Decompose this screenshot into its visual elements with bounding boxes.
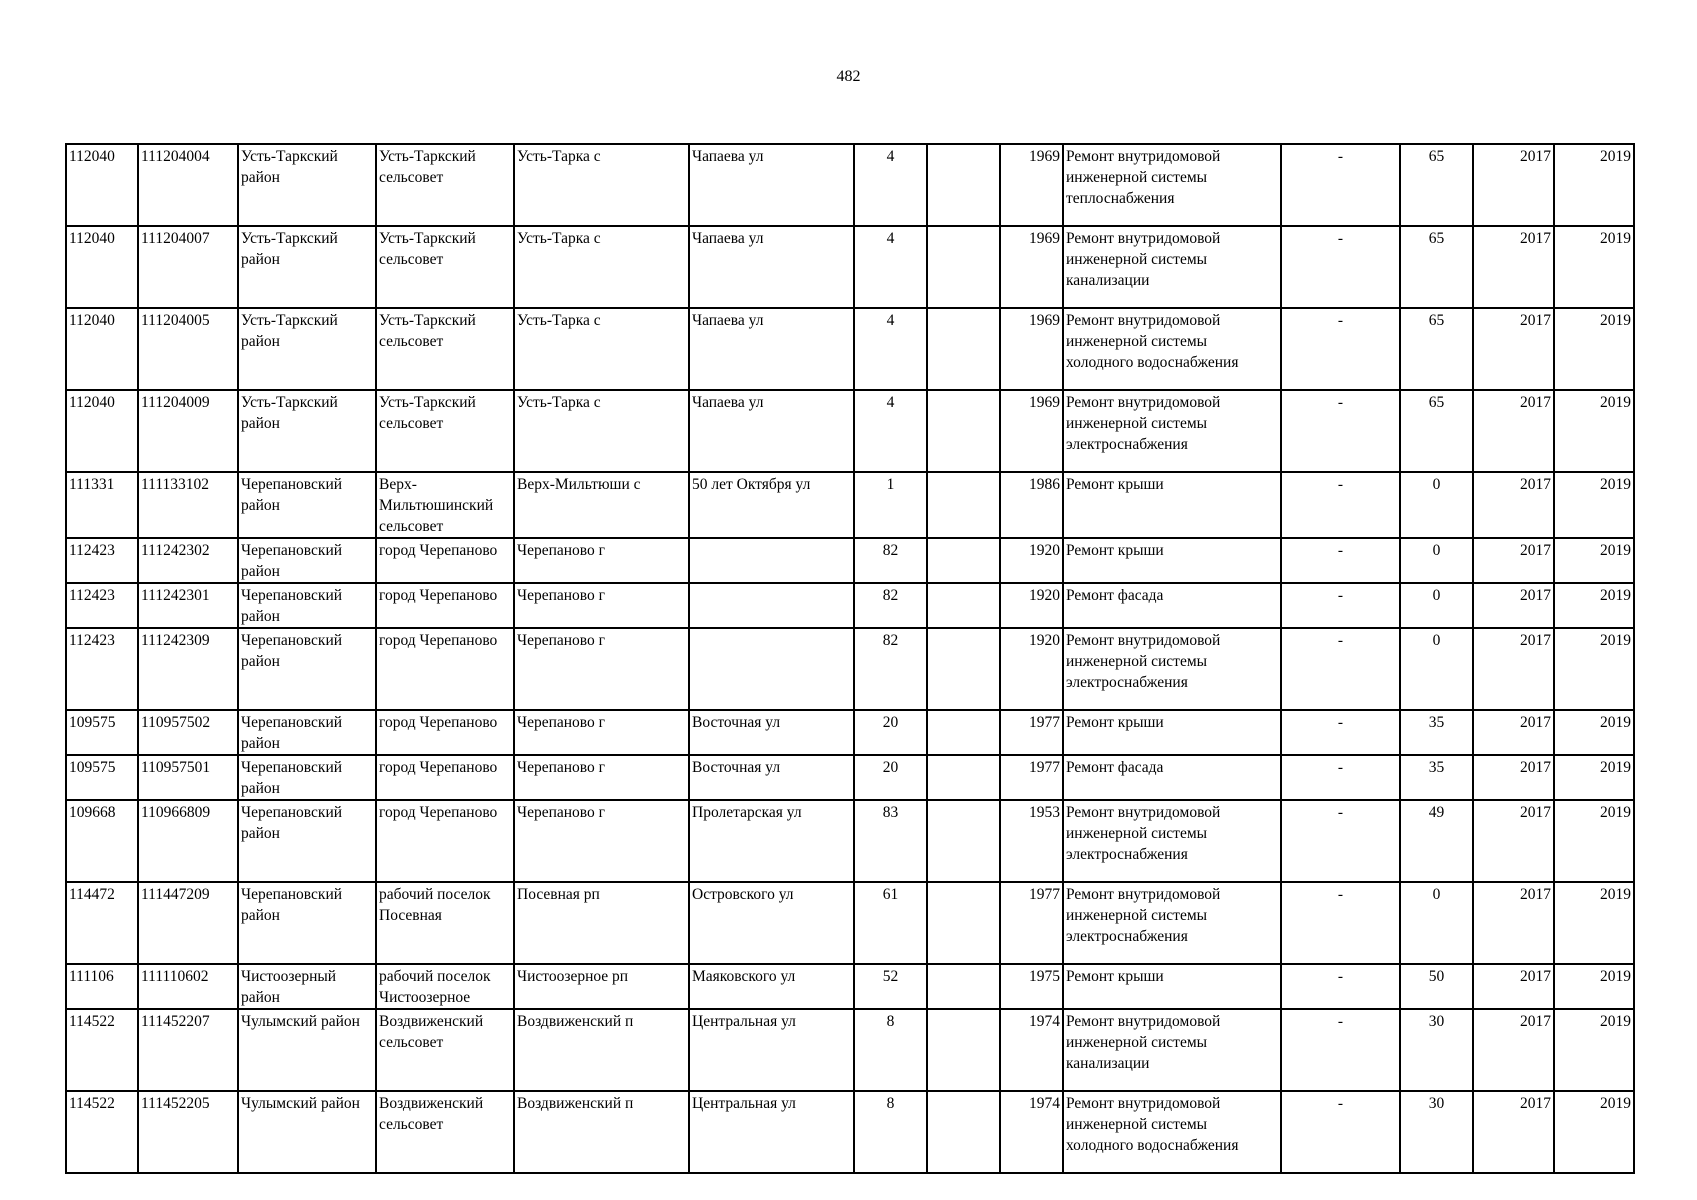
cell-house: 4 [854, 144, 927, 226]
cell-id: 111110602 [138, 964, 238, 1009]
cell-house: 61 [854, 882, 927, 964]
cell-street: Чапаева ул [689, 226, 854, 308]
cell-street: Чапаева ул [689, 308, 854, 390]
cell-year-end: 2019 [1554, 882, 1634, 964]
cell-house: 20 [854, 755, 927, 800]
cell-wear: 0 [1400, 628, 1473, 710]
cell-year-built: 1974 [1000, 1009, 1063, 1091]
cell-dash: - [1281, 144, 1400, 226]
cell-id: 111204004 [138, 144, 238, 226]
cell-work-type: Ремонт внутридомовой инженерной системы электроснабжения [1063, 882, 1281, 964]
cell-year-end: 2019 [1554, 1009, 1634, 1091]
cell-id: 111452207 [138, 1009, 238, 1091]
cell-dash: - [1281, 538, 1400, 583]
cell-building [927, 308, 1000, 390]
cell-street: 50 лет Октября ул [689, 472, 854, 538]
cell-wear: 50 [1400, 964, 1473, 1009]
cell-house: 82 [854, 583, 927, 628]
cell-id: 111452205 [138, 1091, 238, 1173]
cell-municipality: город Черепаново [376, 628, 514, 710]
cell-code: 112040 [66, 226, 138, 308]
cell-house: 82 [854, 538, 927, 583]
cell-year-start: 2017 [1473, 583, 1554, 628]
cell-code: 112423 [66, 583, 138, 628]
cell-dash: - [1281, 1009, 1400, 1091]
cell-dash: - [1281, 390, 1400, 472]
cell-work-type: Ремонт внутридомовой инженерной системы канализации [1063, 1009, 1281, 1091]
table-row [66, 800, 1634, 882]
table-row [66, 472, 1634, 538]
table-row [66, 1091, 1634, 1173]
cell-wear: 65 [1400, 308, 1473, 390]
cell-house: 82 [854, 628, 927, 710]
cell-settlement: Черепаново г [514, 800, 689, 882]
cell-street: Островского ул [689, 882, 854, 964]
cell-settlement: Усть-Тарка с [514, 226, 689, 308]
table-row [66, 964, 1634, 1009]
cell-settlement: Черепаново г [514, 755, 689, 800]
cell-municipality: город Черепаново [376, 538, 514, 583]
cell-work-type: Ремонт внутридомовой инженерной системы холодного водоснабжения [1063, 308, 1281, 390]
cell-dash: - [1281, 1091, 1400, 1173]
cell-municipality: Верх-Мильтюшинский сельсовет [376, 472, 514, 538]
cell-wear: 65 [1400, 144, 1473, 226]
cell-house: 8 [854, 1091, 927, 1173]
cell-work-type: Ремонт внутридомовой инженерной системы холодного водоснабжения [1063, 1091, 1281, 1173]
cell-district: Черепановский район [238, 583, 376, 628]
cell-work-type: Ремонт крыши [1063, 538, 1281, 583]
cell-settlement: Черепаново г [514, 583, 689, 628]
cell-code: 109575 [66, 710, 138, 755]
cell-settlement: Усть-Тарка с [514, 308, 689, 390]
cell-year-start: 2017 [1473, 964, 1554, 1009]
cell-code: 114522 [66, 1091, 138, 1173]
cell-year-start: 2017 [1473, 144, 1554, 226]
cell-municipality: Усть-Таркский сельсовет [376, 308, 514, 390]
cell-work-type: Ремонт крыши [1063, 710, 1281, 755]
cell-id: 111133102 [138, 472, 238, 538]
cell-year-end: 2019 [1554, 308, 1634, 390]
cell-building [927, 144, 1000, 226]
cell-wear: 30 [1400, 1091, 1473, 1173]
cell-municipality: город Черепаново [376, 755, 514, 800]
cell-id: 111242309 [138, 628, 238, 710]
cell-code: 111331 [66, 472, 138, 538]
cell-street: Чапаева ул [689, 390, 854, 472]
cell-year-start: 2017 [1473, 882, 1554, 964]
cell-work-type: Ремонт крыши [1063, 964, 1281, 1009]
cell-year-end: 2019 [1554, 710, 1634, 755]
cell-year-built: 1986 [1000, 472, 1063, 538]
cell-settlement: Усть-Тарка с [514, 390, 689, 472]
cell-id: 110966809 [138, 800, 238, 882]
cell-street: Маяковского ул [689, 964, 854, 1009]
cell-year-built: 1920 [1000, 583, 1063, 628]
cell-year-end: 2019 [1554, 390, 1634, 472]
cell-street: Чапаева ул [689, 144, 854, 226]
cell-district: Усть-Таркский район [238, 390, 376, 472]
table-row [66, 308, 1634, 390]
cell-district: Усть-Таркский район [238, 144, 376, 226]
cell-year-built: 1920 [1000, 628, 1063, 710]
cell-id: 111204005 [138, 308, 238, 390]
cell-year-built: 1953 [1000, 800, 1063, 882]
cell-municipality: Усть-Таркский сельсовет [376, 390, 514, 472]
cell-wear: 30 [1400, 1009, 1473, 1091]
cell-house: 4 [854, 308, 927, 390]
cell-house: 8 [854, 1009, 927, 1091]
cell-district: Усть-Таркский район [238, 308, 376, 390]
cell-year-start: 2017 [1473, 628, 1554, 710]
cell-house: 83 [854, 800, 927, 882]
cell-street [689, 628, 854, 710]
cell-settlement: Воздвиженский п [514, 1091, 689, 1173]
cell-code: 112040 [66, 390, 138, 472]
table-row [66, 538, 1634, 583]
cell-dash: - [1281, 226, 1400, 308]
cell-year-built: 1975 [1000, 964, 1063, 1009]
table-row [66, 755, 1634, 800]
cell-year-start: 2017 [1473, 1091, 1554, 1173]
cell-street: Пролетарская ул [689, 800, 854, 882]
cell-building [927, 1091, 1000, 1173]
cell-building [927, 1009, 1000, 1091]
cell-year-built: 1977 [1000, 755, 1063, 800]
cell-id: 111447209 [138, 882, 238, 964]
cell-building [927, 226, 1000, 308]
cell-municipality: город Черепаново [376, 800, 514, 882]
cell-year-end: 2019 [1554, 472, 1634, 538]
cell-work-type: Ремонт крыши [1063, 472, 1281, 538]
page-number: 482 [836, 68, 861, 85]
cell-wear: 65 [1400, 226, 1473, 308]
cell-settlement: Черепаново г [514, 538, 689, 583]
cell-code: 114472 [66, 882, 138, 964]
cell-code: 114522 [66, 1009, 138, 1091]
cell-street: Центральная ул [689, 1009, 854, 1091]
cell-district: Черепановский район [238, 472, 376, 538]
cell-district: Черепановский район [238, 800, 376, 882]
cell-code: 112040 [66, 144, 138, 226]
cell-building [927, 800, 1000, 882]
cell-municipality: рабочий поселок Чистоозерное [376, 964, 514, 1009]
cell-dash: - [1281, 964, 1400, 1009]
cell-work-type: Ремонт фасада [1063, 583, 1281, 628]
cell-building [927, 964, 1000, 1009]
cell-id: 111242302 [138, 538, 238, 583]
cell-year-built: 1969 [1000, 144, 1063, 226]
cell-year-end: 2019 [1554, 226, 1634, 308]
cell-dash: - [1281, 710, 1400, 755]
table-row [66, 710, 1634, 755]
cell-wear: 35 [1400, 710, 1473, 755]
cell-building [927, 583, 1000, 628]
cell-id: 110957501 [138, 755, 238, 800]
cell-dash: - [1281, 628, 1400, 710]
cell-year-end: 2019 [1554, 800, 1634, 882]
cell-year-built: 1969 [1000, 308, 1063, 390]
cell-code: 111106 [66, 964, 138, 1009]
table-row [66, 628, 1634, 710]
table-row [66, 583, 1634, 628]
cell-district: Черепановский район [238, 538, 376, 583]
cell-code: 112040 [66, 308, 138, 390]
cell-municipality: Усть-Таркский сельсовет [376, 144, 514, 226]
cell-municipality: город Черепаново [376, 583, 514, 628]
cell-year-end: 2019 [1554, 1091, 1634, 1173]
cell-building [927, 390, 1000, 472]
cell-code: 109575 [66, 755, 138, 800]
cell-dash: - [1281, 882, 1400, 964]
cell-building [927, 882, 1000, 964]
cell-settlement: Посевная рп [514, 882, 689, 964]
cell-year-start: 2017 [1473, 226, 1554, 308]
cell-year-built: 1969 [1000, 226, 1063, 308]
cell-year-start: 2017 [1473, 710, 1554, 755]
cell-wear: 0 [1400, 538, 1473, 583]
cell-year-end: 2019 [1554, 538, 1634, 583]
cell-house: 52 [854, 964, 927, 1009]
cell-district: Черепановский район [238, 710, 376, 755]
cell-dash: - [1281, 472, 1400, 538]
cell-code: 112423 [66, 628, 138, 710]
cell-street [689, 538, 854, 583]
cell-id: 111204009 [138, 390, 238, 472]
cell-street: Центральная ул [689, 1091, 854, 1173]
cell-street: Восточная ул [689, 710, 854, 755]
cell-year-start: 2017 [1473, 800, 1554, 882]
cell-id: 111242301 [138, 583, 238, 628]
cell-year-end: 2019 [1554, 964, 1634, 1009]
cell-year-start: 2017 [1473, 538, 1554, 583]
cell-district: Чистоозерный район [238, 964, 376, 1009]
cell-wear: 65 [1400, 390, 1473, 472]
cell-street: Восточная ул [689, 755, 854, 800]
cell-wear: 35 [1400, 755, 1473, 800]
cell-year-built: 1920 [1000, 538, 1063, 583]
cell-wear: 49 [1400, 800, 1473, 882]
cell-building [927, 755, 1000, 800]
cell-settlement: Усть-Тарка с [514, 144, 689, 226]
cell-year-built: 1977 [1000, 882, 1063, 964]
cell-municipality: Усть-Таркский сельсовет [376, 226, 514, 308]
cell-house: 4 [854, 226, 927, 308]
cell-house: 20 [854, 710, 927, 755]
cell-year-start: 2017 [1473, 755, 1554, 800]
table-row [66, 144, 1634, 226]
cell-settlement: Черепаново г [514, 710, 689, 755]
cell-year-start: 2017 [1473, 390, 1554, 472]
cell-dash: - [1281, 800, 1400, 882]
cell-work-type: Ремонт внутридомовой инженерной системы электроснабжения [1063, 800, 1281, 882]
table-body [66, 144, 1634, 1173]
cell-year-end: 2019 [1554, 583, 1634, 628]
registry-table [65, 143, 1635, 1174]
cell-year-end: 2019 [1554, 628, 1634, 710]
cell-street [689, 583, 854, 628]
cell-settlement: Черепаново г [514, 628, 689, 710]
cell-settlement: Чистоозерное рп [514, 964, 689, 1009]
cell-building [927, 628, 1000, 710]
cell-district: Чулымский район [238, 1009, 376, 1091]
table-row [66, 882, 1634, 964]
cell-year-start: 2017 [1473, 1009, 1554, 1091]
cell-work-type: Ремонт фасада [1063, 755, 1281, 800]
cell-wear: 0 [1400, 472, 1473, 538]
cell-work-type: Ремонт внутридомовой инженерной системы теплоснабжения [1063, 144, 1281, 226]
cell-code: 109668 [66, 800, 138, 882]
cell-municipality: Воздвиженский сельсовет [376, 1009, 514, 1091]
cell-dash: - [1281, 583, 1400, 628]
cell-building [927, 710, 1000, 755]
cell-year-built: 1969 [1000, 390, 1063, 472]
cell-dash: - [1281, 308, 1400, 390]
cell-year-start: 2017 [1473, 472, 1554, 538]
cell-house: 1 [854, 472, 927, 538]
cell-year-start: 2017 [1473, 308, 1554, 390]
cell-work-type: Ремонт внутридомовой инженерной системы электроснабжения [1063, 628, 1281, 710]
cell-wear: 0 [1400, 882, 1473, 964]
cell-district: Чулымский район [238, 1091, 376, 1173]
cell-building [927, 472, 1000, 538]
cell-municipality: город Черепаново [376, 710, 514, 755]
cell-code: 112423 [66, 538, 138, 583]
table-row [66, 1009, 1634, 1091]
cell-settlement: Верх-Мильтюши с [514, 472, 689, 538]
cell-id: 110957502 [138, 710, 238, 755]
cell-municipality: рабочий поселок Посевная [376, 882, 514, 964]
cell-district: Усть-Таркский район [238, 226, 376, 308]
cell-dash: - [1281, 755, 1400, 800]
cell-work-type: Ремонт внутридомовой инженерной системы электроснабжения [1063, 390, 1281, 472]
cell-year-built: 1974 [1000, 1091, 1063, 1173]
cell-wear: 0 [1400, 583, 1473, 628]
cell-year-built: 1977 [1000, 710, 1063, 755]
table-row [66, 226, 1634, 308]
cell-district: Черепановский район [238, 755, 376, 800]
table-row [66, 390, 1634, 472]
cell-work-type: Ремонт внутридомовой инженерной системы канализации [1063, 226, 1281, 308]
cell-district: Черепановский район [238, 882, 376, 964]
cell-year-end: 2019 [1554, 755, 1634, 800]
cell-building [927, 538, 1000, 583]
cell-id: 111204007 [138, 226, 238, 308]
cell-house: 4 [854, 390, 927, 472]
cell-district: Черепановский район [238, 628, 376, 710]
cell-year-end: 2019 [1554, 144, 1634, 226]
cell-settlement: Воздвиженский п [514, 1009, 689, 1091]
cell-municipality: Воздвиженский сельсовет [376, 1091, 514, 1173]
